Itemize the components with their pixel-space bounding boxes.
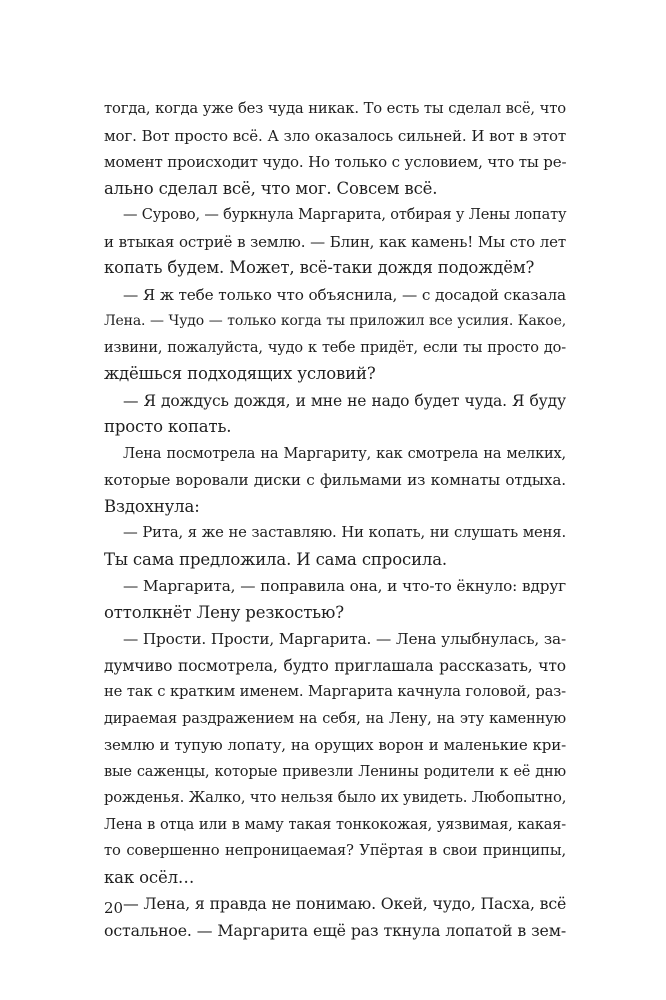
text-line: Ты сама предложила. И сама спросила. <box>104 549 448 569</box>
text-line: ждёшься подходящих условий? <box>104 364 376 383</box>
text-line: — Рита, я же не заставляю. Ни копать, ни слушать меня. <box>123 524 566 541</box>
text-line: то совершенно непроницаемая? Упёртая в свои принципы, <box>104 842 566 859</box>
text-line: извини, пожалуйста, чудо к тебе придёт, если ты просто до- <box>104 339 566 356</box>
text-line: тогда, когда уже без чуда никак. То есть ты сделал всё, что <box>104 100 566 117</box>
text-line: Лена в отца или в маму такая тонкокожая, уязвимая, какая- <box>104 816 566 833</box>
text-line: — Сурово, — буркнула Маргарита, отбирая у Лены лопату <box>123 207 567 223</box>
text-line: — Прости. Прости, Маргарита. — Лена улыбнулась, за- <box>123 630 566 648</box>
text-line: как осёл… <box>104 867 195 887</box>
text-line: Лена. — Чудо — только когда ты приложил все усилия. Какое, <box>104 313 566 329</box>
text-line: ально сделал всё, что мог. Совсем всё. <box>104 178 438 198</box>
text-line: думчиво посмотрела, будто приглашала рассказать, что <box>104 656 566 675</box>
body-text <box>104 96 566 944</box>
text-line: мог. Вот просто всё. А зло оказалось сильней. И вот в этот <box>104 126 566 145</box>
text-line: — Я дождусь дождя, и мне не надо будет чуда. Я буду <box>123 391 566 410</box>
text-line: и втыкая остриё в землю. — Блин, как камень! Мы сто лет <box>104 232 566 251</box>
page-number: 20 <box>104 899 124 917</box>
text-line: Вздохнула: <box>104 496 200 516</box>
text-line: копать будем. Может, всё-таки дождя подождём? <box>104 258 535 277</box>
text-line: остальное. — Маргарита ещё раз ткнула лопатой в зем- <box>104 920 566 940</box>
text-line: рожденья. Жалко, что нельзя было их увидеть. Любопытно, <box>104 789 567 806</box>
text-line: — Лена, я правда не понимаю. Окей, чудо, Пасха, всё <box>123 894 567 913</box>
text-line: Лена посмотрела на Маргариту, как смотрела на мелких, <box>123 445 566 462</box>
text-line: — Маргарита, — поправила она, и что-то ёкнуло: вдруг <box>123 577 566 595</box>
text-line: которые воровали диски с фильмами из комнаты отдыха. <box>104 471 566 489</box>
text-line: землю и тупую лопату, на орущих ворон и маленькие кри- <box>104 736 566 754</box>
text-line: вые саженцы, которые привезли Ленины родители к её дню <box>104 763 566 780</box>
text-line: не так с кратким именем. Маргарита качнула головой, раз- <box>104 683 566 700</box>
text-line: момент происходит чудо. Но только с условием, что ты ре- <box>104 153 567 171</box>
text-line: оттолкнёт Лену резкостью? <box>104 602 344 622</box>
text-line: — Я ж тебе только что объяснила, — с досадой сказала <box>123 285 566 304</box>
text-line: дираемая раздражением на себя, на Лену, на эту каменную <box>104 710 566 727</box>
text-line: просто копать. <box>104 417 232 436</box>
